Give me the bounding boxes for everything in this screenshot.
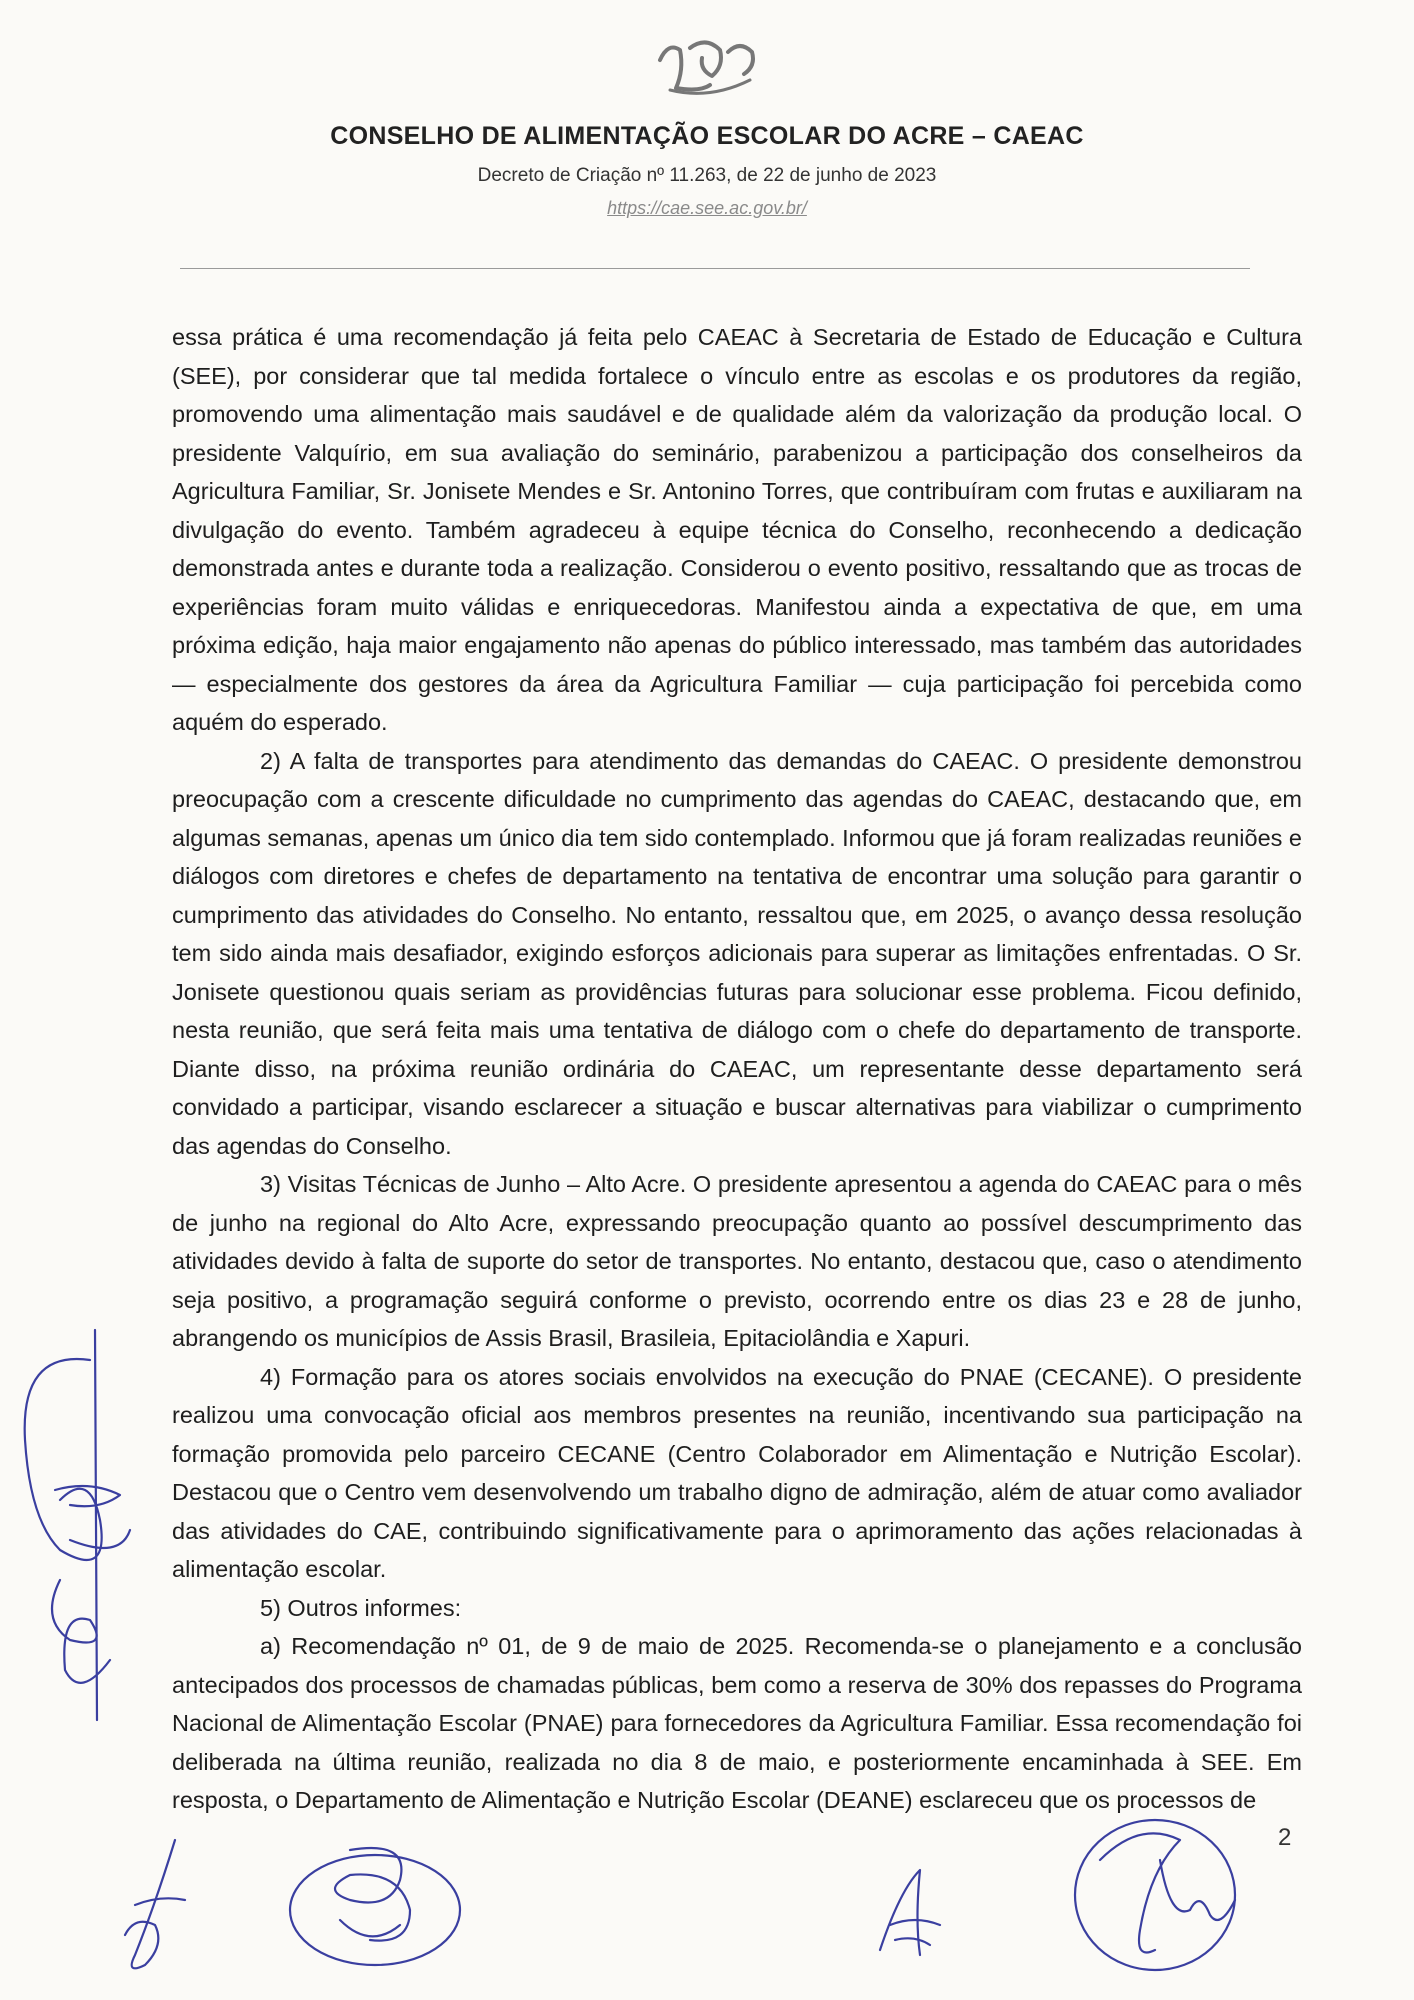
header-divider xyxy=(180,268,1250,269)
page-number: 2 xyxy=(1278,1824,1292,1851)
signature-1 xyxy=(115,1835,215,1985)
website-link[interactable]: https://cae.see.ac.gov.br/ xyxy=(607,198,807,218)
signature-4 xyxy=(1060,1800,1250,1990)
paragraph-recommendation: a) Recomendação nº 01, de 9 de maio de 2025. Recomenda-se o planejamento e a conclusão antecipados dos processos de chamadas públicas, bem como a reserva de 30% dos repasses do Programa Nacional de Alimentação Escolar (PNAE) para fornecedores da Agricultura Familiar. Essa recomendação foi deliberada na última reunião, realizada no dia 8 de maio, e posteriormente encaminhada à SEE. Em resposta, o Departamento de Alimentação e Nutrição Escolar (DEANE) esclareceu que os processos de xyxy=(172,1633,1302,1813)
decree-line: Decreto de Criação nº 11.263, de 22 de junho de 2023 xyxy=(477,165,937,186)
paragraph-technical-visits: 3) Visitas Técnicas de Junho – Alto Acre. O presidente apresentou a agenda do CAEAC para o mês de junho na regional do Alto Acre, expressando preocupação quanto ao possível descumprimento das atividades devido à falta de suporte do setor de transportes. No entanto, destacou que, caso o atendimento seja positivo, a programação seguirá conforme o previsto, ocorrendo entre os dias 23 e 28 de junho, abrangendo os municípios de Assis Brasil, Brasileia, Epitaciolândia e Xapuri. xyxy=(172,1171,1302,1351)
paragraph-seminar-evaluation: essa prática é uma recomendação já feita pelo CAEAC à Secretaria de Estado de Educação e Cultura (SEE), por considerar que tal medida fortalece o vínculo entre as escolas e os produtores da região, promovendo uma alimentação mais saudável e de qualidade além da valorização da produção local. O presidente Valquírio, em sua avaliação do seminário, parabenizou a participação dos conselheiros da Agricultura Familiar, Sr. Jonisete Mendes e Sr. Antonino Torres, que contribuíram com frutas e auxiliaram na divulgação do evento. Também agradeceu à equipe técnica do Conselho, reconhecendo a dedicação demonstrada antes e durante toda a realização. Considerou o evento positivo, ressaltando que as trocas de experiências foram muito válidas e enriquecedoras. Manifestou ainda a expectativa de que, em uma próxima edição, haja maior engajamento não apenas do público interessado, mas também das autoridades — especialmente dos gestores da área da Agricultura Familiar — cuja participação foi percebida como aquém do esperado. xyxy=(172,324,1302,735)
minutes-body xyxy=(172,318,1302,1820)
signature-3 xyxy=(860,1860,970,1970)
paragraph-other-notices: 5) Outros informes: xyxy=(260,1594,462,1621)
council-title: CONSELHO DE ALIMENTAÇÃO ESCOLAR DO ACRE – CAEAC xyxy=(330,122,1084,150)
margin-signature xyxy=(0,1320,150,1740)
paragraph-transport: 2) A falta de transportes para atendimento das demandas do CAEAC. O presidente demonstrou preocupação com a crescente dificuldade no cumprimento das agendas do CAEAC, destacando que, em algumas semanas, apenas um único dia tem sido contemplado. Informou que já foram realizadas reuniões e diálogos com diretores e chefes de departamento na tentativa de encontrar uma solução para garantir o cumprimento das atividades do Conselho. No entanto, ressaltou que, em 2025, o avanço dessa resolução tem sido ainda mais desafiador, exigindo esforços adicionais para superar as limitações enfrentadas. O Sr. Jonisete questionou quais seriam as providências futuras para solucionar esse problema. Ficou definido, nesta reunião, que será feita mais uma tentativa de diálogo com o chefe do departamento de transporte. Diante disso, na próxima reunião ordinária do CAEAC, um representante desse departamento será convidado a participar, visando esclarecer a situação e buscar alternativas para viabilizar o cumprimento das agendas do Conselho. xyxy=(172,747,1302,1159)
council-logo-icon xyxy=(640,30,780,110)
signature-2 xyxy=(280,1830,470,1980)
paragraph-cecane-training: 4) Formação para os atores sociais envolvidos na execução do PNAE (CECANE). O presidente realizou uma convocação oficial aos membros presentes na reunião, incentivando sua participação na formação promovida pelo parceiro CECANE (Centro Colaborador em Alimentação e Nutrição Escolar). Destacou que o Centro vem desenvolvendo um trabalho digno de admiração, além de atuar como avaliador das atividades do CAE, contribuindo significativamente para o aprimoramento das ações relacionadas à alimentação escolar. xyxy=(172,1363,1302,1582)
